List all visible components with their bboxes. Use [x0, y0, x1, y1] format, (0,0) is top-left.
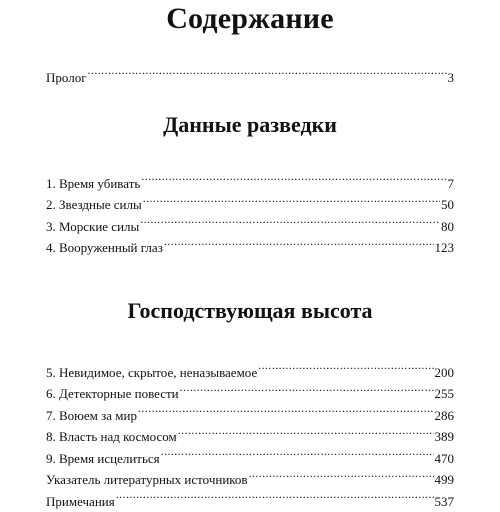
- toc-entry-page: 286: [435, 405, 455, 427]
- toc-entry-page: 537: [435, 491, 455, 512]
- dot-leader: [258, 355, 433, 377]
- toc-entry-page: 470: [435, 448, 455, 470]
- section-1-list: [46, 166, 454, 252]
- toc-entry-page: 255: [435, 383, 455, 405]
- toc-entry[interactable]: [46, 60, 454, 82]
- prologue-list: [46, 60, 454, 82]
- page-title: Содержание: [0, 2, 500, 36]
- dot-leader: [164, 231, 434, 253]
- toc-entry-title: 7. Воюем за мир: [46, 405, 137, 427]
- toc-entry-title: 5. Невидимое, скрытое, неназываемое: [46, 362, 257, 384]
- dot-leader: [161, 441, 434, 463]
- toc-entry-title: 8. Власть над космосом: [46, 426, 177, 448]
- dot-leader: [143, 188, 440, 210]
- dot-leader: [116, 484, 434, 506]
- dot-leader: [140, 209, 440, 231]
- dot-leader: [249, 463, 434, 485]
- toc-entry-page: 7: [448, 173, 455, 195]
- toc-entry-title: Указатель литературных источников: [46, 469, 248, 491]
- dot-leader: [180, 377, 434, 399]
- section-2-list: [46, 355, 454, 506]
- toc-entry-page: 50: [441, 194, 454, 216]
- section-heading-2: Господствующая высота: [0, 298, 500, 324]
- toc-entry-title: 4. Вооруженный глаз: [46, 237, 163, 259]
- toc-entry-title: 1. Время убивать: [46, 173, 140, 195]
- toc-entry-page: 123: [435, 237, 455, 259]
- toc-entry-page: 200: [435, 362, 455, 384]
- toc-entry-title: 2. Звездные силы: [46, 194, 142, 216]
- toc-entry-title: Пролог: [46, 67, 87, 89]
- toc-entry-title: 3. Морские силы: [46, 216, 139, 238]
- section-heading-1: Данные разведки: [0, 112, 500, 138]
- dot-leader: [138, 398, 434, 420]
- toc-entry-page: 3: [448, 67, 455, 89]
- toc-entry[interactable]: [46, 355, 454, 377]
- dot-leader: [178, 420, 434, 442]
- toc-entry-title: 9. Время исцелиться: [46, 448, 160, 470]
- toc-entry-page: 80: [441, 216, 454, 238]
- toc-entry-title: Примечания: [46, 491, 115, 512]
- toc-entry-title: 6. Детекторные повести: [46, 383, 179, 405]
- dot-leader: [88, 60, 447, 82]
- toc-entry-page: 389: [435, 426, 455, 448]
- dot-leader: [141, 166, 446, 188]
- toc-entry[interactable]: [46, 166, 454, 188]
- toc-entry-page: 499: [435, 469, 455, 491]
